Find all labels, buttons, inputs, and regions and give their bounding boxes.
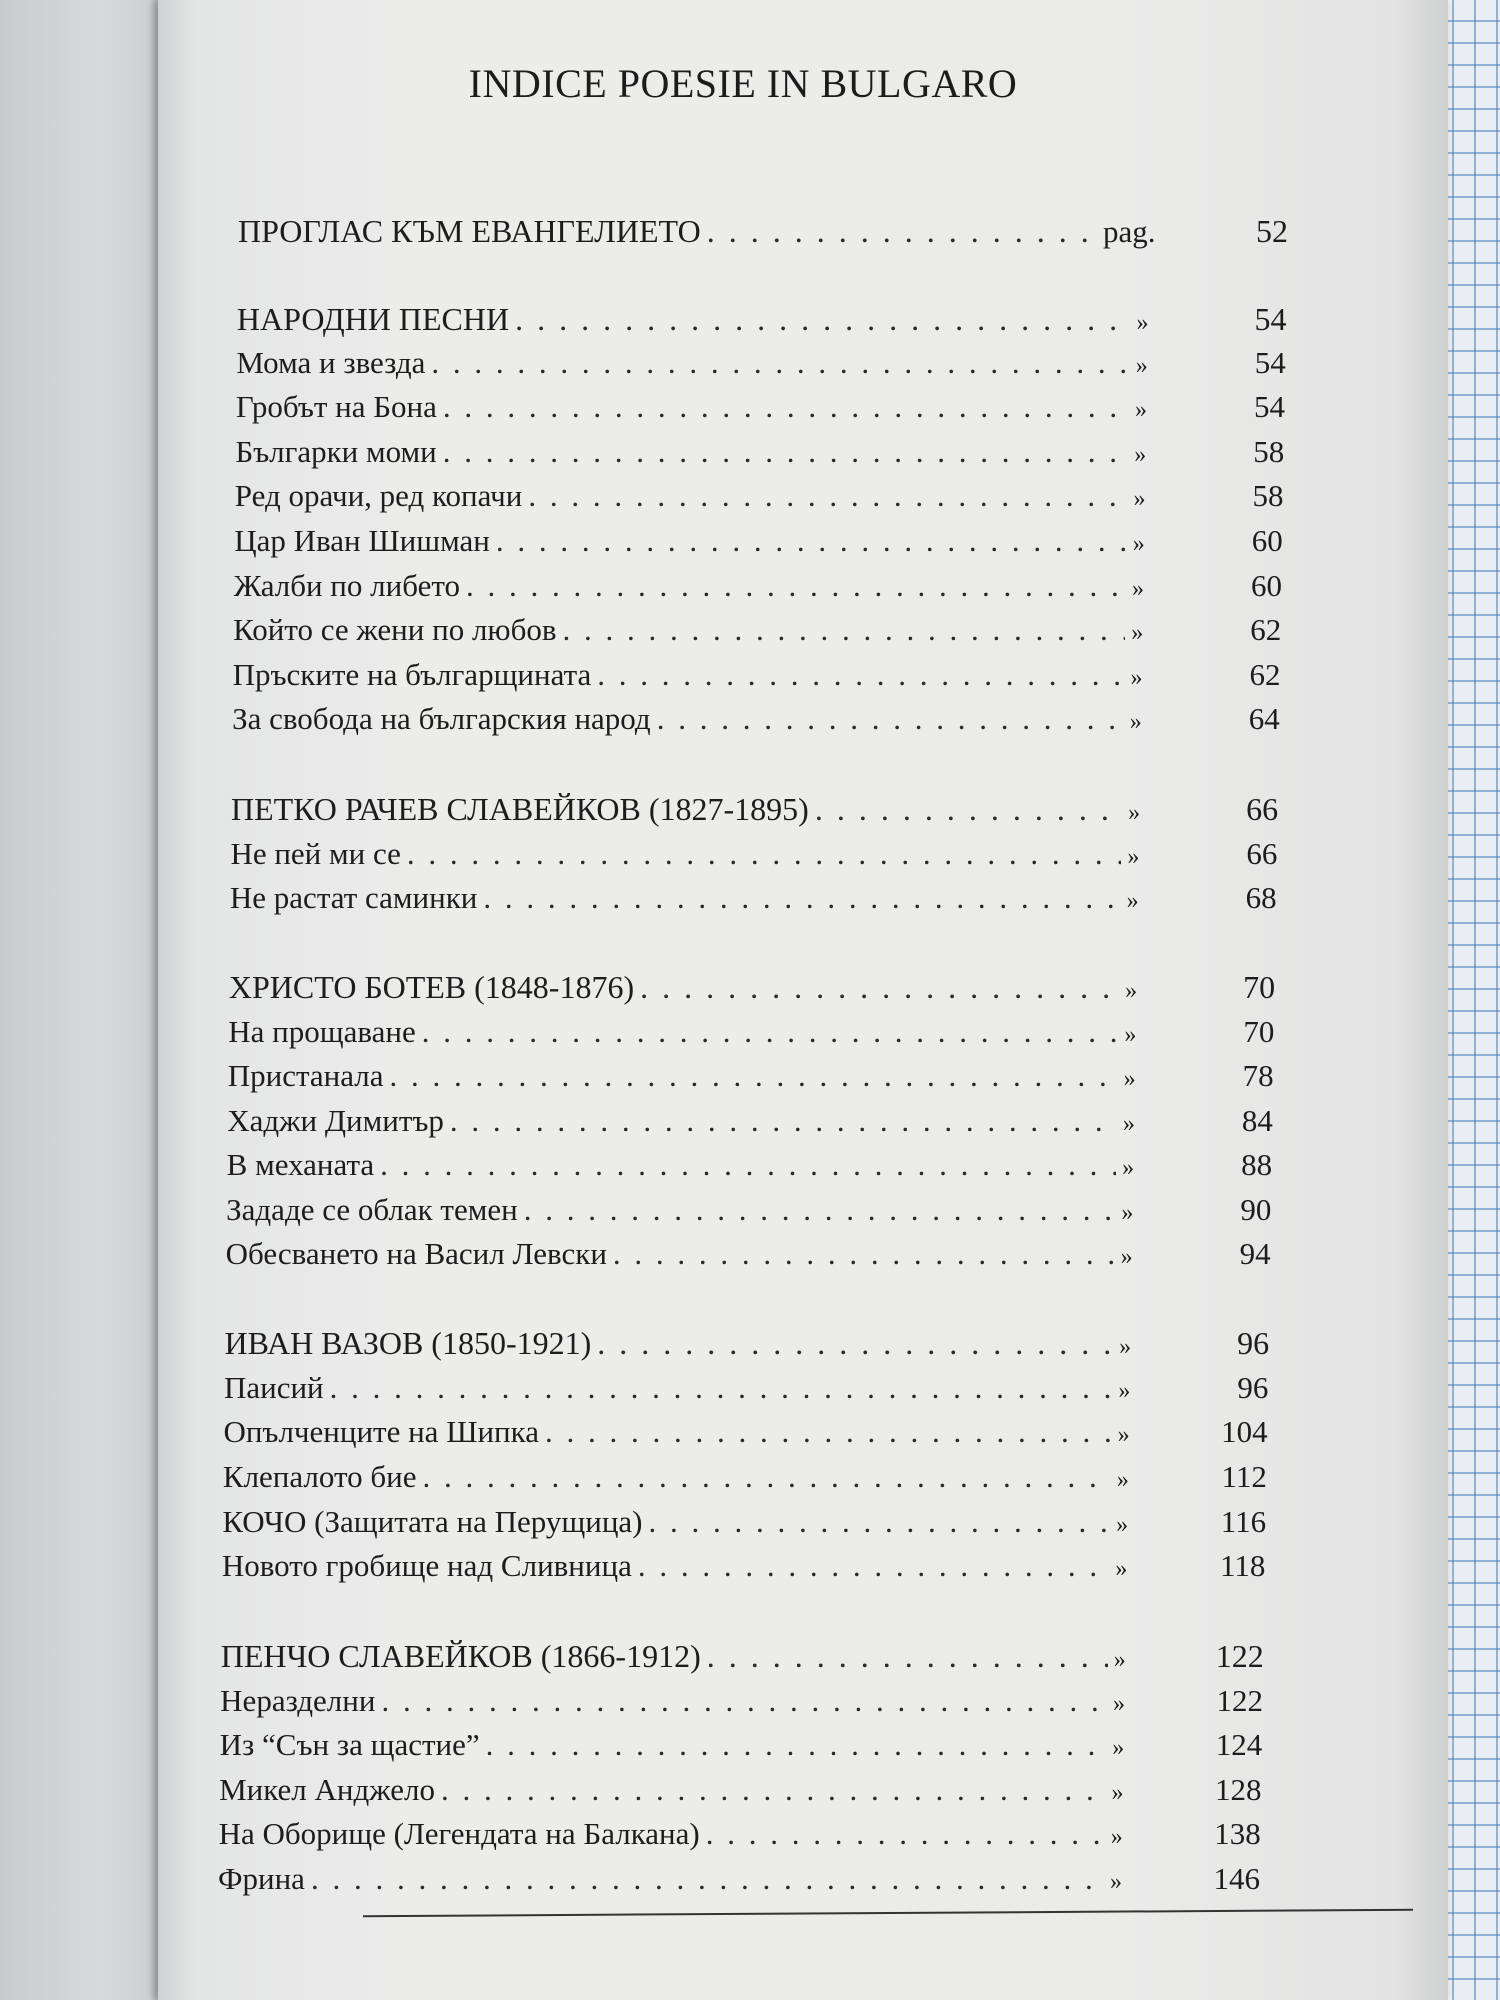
page-marker: » [1127, 844, 1140, 870]
toc-entry [223, 1459, 1267, 1503]
toc-entry-title: Из “Сън за щастие” [219, 1727, 480, 1762]
page-number: 62 [1250, 612, 1282, 647]
dot-leader [539, 1414, 1112, 1450]
toc-entry-title: Неразделни [220, 1683, 376, 1718]
page-marker: » [1121, 1200, 1134, 1226]
toc-entry-title: Българки моми [235, 434, 437, 469]
toc-entry [219, 1816, 1261, 1860]
dot-leader [632, 1548, 1109, 1584]
page-number: 118 [1219, 1548, 1266, 1583]
page-number: 122 [1216, 1683, 1264, 1718]
toc-entry [227, 1147, 1272, 1191]
dot-leader [375, 1683, 1107, 1719]
toc-entry-title: За свобода на българския народ [232, 701, 651, 736]
dot-leader [384, 1058, 1118, 1094]
toc-entry [234, 523, 1282, 567]
page-marker: » [1133, 486, 1146, 512]
dot-leader [490, 523, 1127, 559]
toc-entry-title: ПЕНЧО СЛАВЕЙКОВ (1866-1912) [220, 1638, 701, 1674]
toc-entry [233, 612, 1281, 656]
page-number: 94 [1239, 1236, 1271, 1271]
page-marker: » [1116, 1467, 1129, 1493]
page-marker: » [1113, 1647, 1126, 1673]
page-number: 138 [1214, 1816, 1261, 1851]
page-number: 84 [1241, 1103, 1273, 1138]
page-number: 62 [1249, 657, 1281, 692]
toc-entry-title: Цар Иван Шишман [234, 523, 490, 558]
page-number: 54 [1254, 301, 1287, 337]
page-marker: » [1115, 1556, 1128, 1582]
toc-entry [234, 568, 1282, 612]
toc-entry [220, 1683, 1263, 1727]
page-marker: » [1129, 709, 1142, 735]
dot-leader [607, 1236, 1115, 1272]
page-marker: pag. [1103, 214, 1156, 249]
toc-entry-title: ПРОГЛАС КЪМ ЕВАНГЕЛИЕТО [238, 213, 701, 249]
toc-entry [222, 1504, 1266, 1548]
dot-leader [305, 1861, 1104, 1897]
page-number: 112 [1221, 1459, 1267, 1494]
left-facing-page [0, 0, 165, 2000]
toc-entry-title: Пръските на българщината [232, 657, 592, 692]
toc-entry-title: Гробът на Бона [235, 389, 437, 424]
toc-entry [220, 1727, 1263, 1771]
toc-entry [230, 836, 1277, 880]
page-marker: » [1124, 1022, 1137, 1048]
book-page [158, 0, 1448, 2000]
page-number: 66 [1246, 791, 1279, 827]
page-number: 66 [1246, 836, 1278, 871]
page-marker: » [1136, 310, 1149, 336]
toc-entry [226, 1192, 1271, 1236]
page-marker: » [1110, 1824, 1123, 1850]
toc-entry-title: Ред орачи, ред копачи [234, 478, 523, 513]
page-marker: » [1131, 576, 1144, 602]
toc-entry [235, 478, 1284, 522]
toc-entry [235, 434, 1284, 478]
page-number: 90 [1240, 1192, 1272, 1227]
page-marker: » [1116, 1512, 1129, 1538]
dot-leader [374, 1147, 1116, 1183]
dot-leader [401, 836, 1122, 872]
dot-leader [518, 1192, 1116, 1228]
page-number: 124 [1215, 1727, 1263, 1762]
toc-entry-title: Опълченците на Шипка [223, 1414, 539, 1449]
page-number: 88 [1241, 1147, 1273, 1182]
toc-entry [228, 1014, 1274, 1058]
toc-entry-title: Микел Анджело [219, 1772, 436, 1807]
toc-entry-title: КОЧО (Защитата на Перущица) [222, 1504, 643, 1539]
page-marker: » [1122, 1155, 1135, 1181]
toc-entry-title: Обесването на Васил Левски [225, 1236, 607, 1271]
page-marker: » [1128, 800, 1141, 826]
dot-leader [324, 1370, 1113, 1406]
toc-entry-title: Пристанала [227, 1058, 384, 1093]
page-marker: » [1135, 397, 1147, 423]
toc-entry-title: Фрина [218, 1861, 305, 1896]
toc-entry-title: Не пей ми се [230, 836, 401, 871]
dot-leader [444, 1103, 1117, 1139]
toc-entry-title: Паисий [223, 1370, 324, 1405]
page-marker: » [1119, 1334, 1132, 1360]
page-marker: » [1118, 1378, 1131, 1404]
page-marker: » [1134, 442, 1147, 468]
dot-leader [417, 1459, 1111, 1495]
page-marker: » [1112, 1735, 1125, 1761]
toc-entry-title: Не растат саминки [229, 880, 478, 915]
toc-entry-title: НАРОДНИ ПЕСНИ [236, 301, 510, 337]
dot-leader [435, 1772, 1106, 1808]
toc-entry-title: Клепалото бие [222, 1459, 417, 1494]
dot-leader [700, 1816, 1105, 1852]
toc-entry-title: Хаджи Димитър [227, 1103, 444, 1138]
toc-entry-title: ИВАН ВАЗОВ (1850-1921) [224, 1325, 592, 1361]
page-number: 116 [1220, 1504, 1267, 1539]
dot-leader [425, 345, 1129, 381]
page-number: 104 [1221, 1414, 1268, 1449]
dot-leader [809, 791, 1122, 828]
toc-entry [236, 389, 1285, 433]
toc-entry-title: Зададе се облак темен [226, 1192, 518, 1227]
page-number: 146 [1213, 1861, 1261, 1896]
toc-entry-title: ХРИСТО БОТЕВ (1848-1876) [228, 969, 635, 1005]
toc-section-heading [231, 791, 1278, 835]
page-marker: » [1122, 1111, 1135, 1137]
toc-entry-title: На прощаване [228, 1014, 416, 1049]
toc-entry [224, 1370, 1268, 1414]
page-title: INDICE POESIE IN BULGARO [468, 61, 1018, 106]
page-number: 78 [1242, 1058, 1274, 1093]
page-number: 54 [1254, 345, 1286, 380]
toc-section-heading [229, 969, 1275, 1013]
page-number: 68 [1245, 880, 1277, 915]
page-marker: » [1110, 1869, 1123, 1895]
page-number: 54 [1254, 389, 1285, 424]
dot-leader [634, 969, 1119, 1006]
page-number: 52 [1256, 213, 1288, 249]
toc-entry [226, 1236, 1271, 1280]
page-number: 70 [1243, 969, 1276, 1005]
dot-leader [651, 701, 1124, 737]
toc-section-heading [221, 1638, 1264, 1682]
dot-leader [460, 568, 1126, 604]
dot-leader [480, 1727, 1107, 1763]
toc-entry [223, 1414, 1267, 1458]
page-marker: » [1125, 978, 1138, 1004]
toc-entry [218, 1861, 1260, 1905]
toc-entry-title: ПЕТКО РАЧЕВ СЛАВЕЙКОВ (1827-1895) [230, 791, 809, 827]
dot-leader [557, 612, 1126, 648]
page-marker: » [1130, 665, 1143, 691]
toc-section-heading [238, 213, 1288, 257]
dot-leader [522, 478, 1127, 514]
page-marker: » [1132, 531, 1145, 557]
page-number: 122 [1215, 1638, 1264, 1674]
page-number: 128 [1215, 1772, 1262, 1807]
table-of-contents [158, 0, 1448, 2000]
toc-entry-title: Който се жени по любов [233, 612, 557, 647]
toc-entry [222, 1548, 1266, 1592]
page-number: 96 [1237, 1370, 1269, 1405]
toc-entry-title: На Оборище (Легендата на Балкана) [218, 1816, 700, 1851]
toc-entry [219, 1772, 1261, 1816]
toc-entry-title: В механата [226, 1147, 375, 1182]
toc-entry [233, 657, 1281, 701]
page-marker: » [1131, 620, 1144, 646]
toc-entry-title: Жалби по либето [233, 568, 460, 603]
toc-entry [227, 1103, 1273, 1147]
dot-leader [437, 434, 1129, 470]
dot-leader [701, 213, 1093, 250]
page-number: 96 [1237, 1325, 1270, 1361]
toc-entry [230, 880, 1277, 924]
dot-leader [509, 301, 1130, 338]
toc-entry-title: Мома и звезда [236, 345, 426, 380]
page-number: 60 [1251, 523, 1283, 558]
page-marker: » [1111, 1780, 1124, 1806]
page-number: 70 [1243, 1014, 1275, 1049]
page-marker: » [1120, 1244, 1133, 1270]
toc-entry [228, 1058, 1274, 1102]
dot-leader [701, 1638, 1108, 1675]
toc-section-heading [225, 1325, 1270, 1369]
dot-leader [477, 880, 1120, 916]
toc-entry [236, 345, 1285, 389]
dot-leader [591, 657, 1124, 693]
dot-leader [416, 1014, 1119, 1050]
page-marker: » [1117, 1422, 1130, 1448]
toc-entry [232, 701, 1280, 745]
page-marker: » [1126, 888, 1139, 914]
page-marker: » [1123, 1066, 1136, 1092]
page-marker: » [1135, 353, 1148, 379]
dot-leader [643, 1504, 1111, 1540]
page-number: 60 [1250, 568, 1282, 603]
dot-leader [437, 389, 1129, 425]
page-marker: » [1113, 1691, 1126, 1717]
toc-section-heading [237, 301, 1287, 345]
toc-entry-title: Новото гробище над Сливница [221, 1548, 632, 1583]
page-number: 58 [1253, 434, 1285, 469]
dot-leader [591, 1325, 1113, 1362]
page-number: 64 [1248, 701, 1280, 736]
page-number: 58 [1252, 478, 1284, 513]
